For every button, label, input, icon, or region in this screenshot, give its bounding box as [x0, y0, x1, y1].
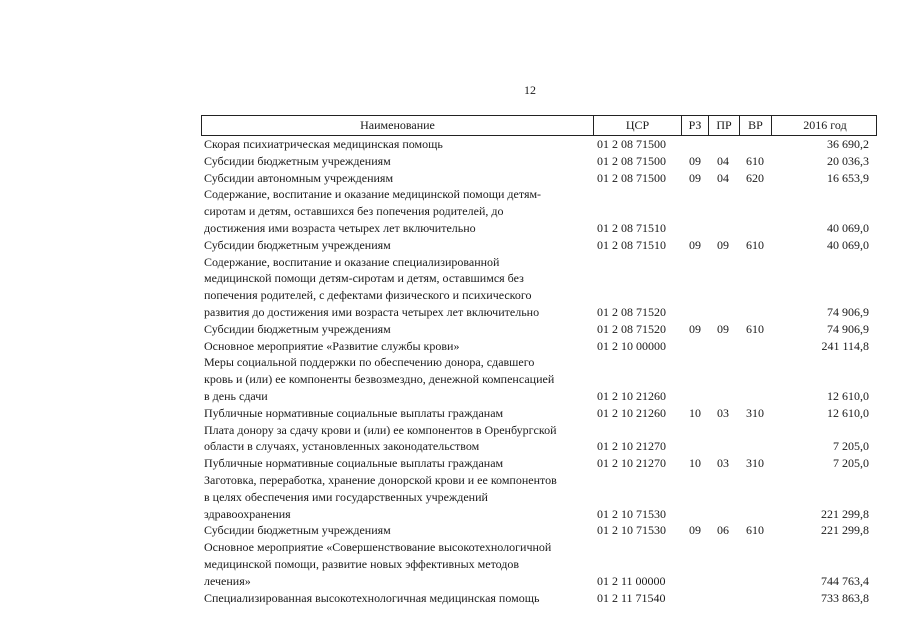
row-rz: 09	[689, 153, 701, 168]
table-row	[201, 153, 877, 170]
row-pr: 04	[717, 170, 729, 185]
row-name	[204, 590, 584, 607]
row-name-line: Субсидии автономным учреждениям	[204, 170, 394, 185]
row-name	[204, 186, 584, 236]
row-name	[204, 254, 584, 321]
row-csr: 01 2 08 71500	[597, 170, 666, 185]
row-amount: 241 114,8	[821, 338, 869, 353]
row-pr: 09	[717, 321, 729, 336]
row-name	[204, 455, 584, 472]
row-amount: 7 205,0	[833, 439, 869, 454]
table-header	[201, 115, 877, 136]
row-name	[204, 539, 584, 589]
row-name-line: Скорая психиатрическая медицинская помощь	[204, 137, 443, 151]
row-rz: 09	[689, 321, 701, 336]
row-amount: 221 299,8	[821, 523, 869, 538]
table-row	[201, 354, 877, 404]
row-name	[204, 338, 584, 355]
table-row	[201, 237, 877, 254]
row-vr: 610	[746, 237, 764, 252]
row-name-line: попечения родителей, с дефектами физического и психического	[204, 288, 532, 303]
row-name-line: Субсидии бюджетным учреждениям	[204, 523, 391, 538]
row-pr: 04	[717, 153, 729, 168]
page-number: 12	[524, 83, 536, 97]
row-name-line: в день сдачи	[204, 388, 268, 403]
row-name-line: Субсидии бюджетным учреждениям	[204, 237, 391, 252]
row-name-line: Публичные нормативные социальные выплаты гражданам	[204, 456, 504, 471]
row-vr: 610	[746, 523, 764, 538]
row-name	[204, 472, 584, 522]
row-csr: 01 2 10 00000	[597, 338, 666, 353]
row-rz: 09	[689, 237, 701, 252]
row-csr: 01 2 08 71520	[597, 321, 666, 336]
row-name	[204, 354, 584, 404]
row-amount: 40 069,0	[827, 237, 869, 252]
table-row	[201, 522, 877, 539]
row-amount: 40 069,0	[827, 220, 869, 235]
row-name-line: Основное мероприятие «Совершенствование высокотехнологичной	[204, 540, 552, 555]
row-name-line: Субсидии бюджетным учреждениям	[204, 153, 391, 168]
row-name	[204, 170, 584, 187]
row-csr: 01 2 10 71530	[597, 506, 666, 521]
row-vr: 610	[746, 321, 764, 336]
row-csr: 01 2 10 21260	[597, 388, 666, 403]
header-csr: ЦСР	[594, 116, 682, 135]
row-name	[204, 522, 584, 539]
row-name-line: здравоохранения	[204, 506, 291, 521]
row-name-line: медицинской помощи детям-сиротам и детям, оставшимся без	[204, 271, 524, 286]
row-name-line: лечения»	[204, 573, 251, 588]
row-name-line: Публичные нормативные социальные выплаты гражданам	[204, 405, 504, 420]
table-row	[201, 405, 877, 422]
table-row	[201, 254, 877, 321]
row-name-line: Специализированная высокотехнологичная медицинская помощь	[204, 590, 540, 605]
row-pr: 03	[717, 405, 729, 420]
row-rz: 10	[689, 456, 701, 471]
row-vr: 620	[746, 170, 764, 185]
row-csr: 01 2 10 71530	[597, 523, 666, 538]
table-row	[201, 472, 877, 522]
header-rz: РЗ	[682, 116, 709, 135]
table-row	[201, 186, 877, 236]
row-name-line: Заготовка, переработка, хранение донорской крови и ее компонентов	[204, 472, 557, 487]
row-name-line: сиротам и детям, оставшихся без попечения родителей, до	[204, 204, 504, 219]
row-csr: 01 2 08 71510	[597, 220, 666, 235]
row-name	[204, 422, 584, 456]
table-row	[201, 321, 877, 338]
budget-table	[201, 115, 877, 606]
header-pr: ПР	[709, 116, 740, 135]
row-csr: 01 2 08 71500	[597, 137, 666, 151]
row-name-line: Содержание, воспитание и оказание специализированной	[204, 254, 500, 269]
row-name-line: Основное мероприятие «Развитие службы крови»	[204, 338, 460, 353]
row-pr: 06	[717, 523, 729, 538]
row-name-line: в целях обеспечения ими государственных учреждений	[204, 489, 488, 504]
row-vr: 310	[746, 456, 764, 471]
row-rz: 09	[689, 523, 701, 538]
row-amount: 16 653,9	[827, 170, 869, 185]
table-row	[201, 422, 877, 456]
row-csr: 01 2 11 00000	[597, 573, 666, 588]
row-pr: 09	[717, 237, 729, 252]
header-name: Наименование	[202, 116, 594, 135]
row-csr: 01 2 08 71510	[597, 237, 666, 252]
row-name	[204, 136, 584, 153]
row-csr: 01 2 10 21260	[597, 405, 666, 420]
header-year: 2016 год	[803, 118, 847, 132]
row-pr: 03	[717, 456, 729, 471]
row-csr: 01 2 10 21270	[597, 456, 666, 471]
row-amount: 12 610,0	[827, 388, 869, 403]
row-amount: 74 906,9	[827, 321, 869, 336]
row-vr: 610	[746, 153, 764, 168]
row-vr: 310	[746, 405, 764, 420]
row-rz: 10	[689, 405, 701, 420]
row-amount: 7 205,0	[833, 456, 869, 471]
row-name	[204, 237, 584, 254]
row-amount: 221 299,8	[821, 506, 869, 521]
row-name	[204, 153, 584, 170]
table-row	[201, 136, 877, 153]
header-vr: ВР	[740, 116, 772, 135]
row-name-line: Субсидии бюджетным учреждениям	[204, 321, 391, 336]
row-amount: 20 036,3	[827, 153, 869, 168]
table-row	[201, 539, 877, 589]
row-amount: 733 863,8	[821, 590, 869, 605]
row-rz: 09	[689, 170, 701, 185]
row-name-line: области в случаях, установленных законодательством	[204, 439, 480, 454]
table-row	[201, 338, 877, 355]
row-name-line: достижения ими возраста четырех лет включительно	[204, 220, 476, 235]
row-amount: 744 763,4	[821, 573, 869, 588]
row-name-line: кровь и (или) ее компоненты безвозмездно, денежной компенсацией	[204, 372, 555, 387]
table-row	[201, 170, 877, 187]
row-csr: 01 2 11 71540	[597, 590, 666, 605]
row-amount: 12 610,0	[827, 405, 869, 420]
table-row	[201, 455, 877, 472]
row-csr: 01 2 10 21270	[597, 439, 666, 454]
row-csr: 01 2 08 71520	[597, 304, 666, 319]
row-name-line: развития до достижения ими возраста четырех лет включительно	[204, 304, 540, 319]
row-name-line: Плата донору за сдачу крови и (или) ее компонентов в Оренбургской	[204, 422, 557, 437]
row-name-line: Содержание, воспитание и оказание медицинской помощи детям-	[204, 187, 542, 202]
row-name-line: Меры социальной поддержки по обеспечению донора, сдавшего	[204, 355, 535, 370]
row-name	[204, 405, 584, 422]
row-name	[204, 321, 584, 338]
row-name-line: медицинской помощи, развитие новых эффективных методов	[204, 556, 520, 571]
table-row	[201, 590, 877, 607]
row-amount: 36 690,2	[827, 137, 869, 151]
row-amount: 74 906,9	[827, 304, 869, 319]
row-csr: 01 2 08 71500	[597, 153, 666, 168]
table-body	[201, 136, 877, 606]
